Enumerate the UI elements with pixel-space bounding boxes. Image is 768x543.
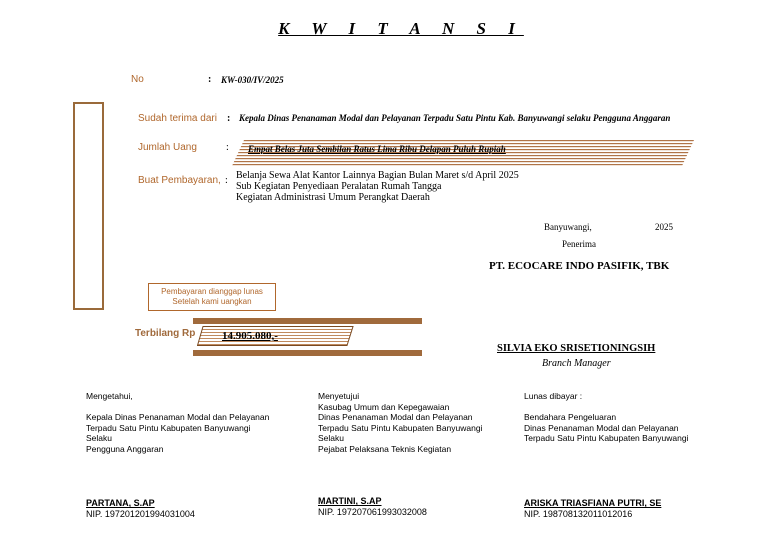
signatory-role-line: Pengguna Anggaran (86, 443, 164, 454)
side-frame (73, 102, 104, 310)
receiver-label: Penerima (562, 239, 596, 249)
paid-stamp (148, 283, 276, 311)
signatory-role-line: Terpadu Satu Pintu Kabupaten Banyuwangi (524, 433, 689, 443)
signatory-role-line: Dinas Penanaman Modal dan Pelayanan (524, 422, 679, 433)
purpose-colon: : (225, 175, 228, 186)
no-label: No (131, 74, 144, 85)
signatory-role-line: Selaku (86, 433, 112, 443)
amount-words-value: Empat Belas Juta Sembilan Ratus Lima Ribu Delapan Puluh Rupiah (248, 144, 506, 154)
signatory-1-name: PARTANA, S.AP (86, 498, 155, 508)
purpose-line: Belanja Sewa Alat Kantor Lainnya Bagian Bulan Maret s/d April 2025 (236, 170, 519, 181)
signatory-role-line: Terpadu Satu Pintu Kabupaten Banyuwangi (318, 422, 483, 433)
signatory-3-nip: NIP. 198708132011012016 (524, 509, 633, 519)
amount-bar-bottom (193, 350, 422, 356)
amount-number-box (197, 326, 354, 346)
receiver-name: SILVIA EKO SRISETIONINGSIH (497, 343, 656, 354)
amount-words-label: Jumlah Uang (138, 142, 197, 153)
signatory-heading: Mengetahui, (86, 391, 133, 401)
signatory-heading: Menyetujui (318, 391, 360, 401)
no-colon: : (208, 74, 212, 85)
receipt-number: KW-030/IV/2025 (221, 75, 284, 85)
stamp-line: Setelah kami uangkan (172, 297, 252, 306)
amount-bar-top (193, 318, 422, 324)
amount-words-band (232, 140, 694, 166)
signatory-2 (318, 391, 518, 454)
year: 2025 (655, 222, 673, 232)
signatory-role-line: Dinas Penanaman Modal dan Pelayanan (318, 412, 473, 422)
amount-words-colon: : (226, 142, 229, 153)
place: Banyuwangi, (544, 222, 592, 232)
received-from-label: Sudah terima dari (138, 113, 217, 124)
receiver-company: PT. ECOCARE INDO PASIFIK, TBK (489, 260, 670, 272)
signatory-2-nip: NIP. 197207061993032008 (318, 507, 427, 517)
signatory-role-line (86, 402, 301, 413)
signatory-3-name: ARISKA TRIASFIANA PUTRI, SE (524, 498, 662, 508)
purpose-line: Sub Kegiatan Penyediaan Peralatan Rumah Tangga (236, 181, 442, 192)
purpose-line: Kegiatan Administrasi Umum Perangkat Daerah (236, 192, 430, 203)
signatory-role-line: Kepala Dinas Penanaman Modal dan Pelayanan (86, 412, 270, 422)
stamp-line: Pembayaran dianggap lunas (161, 287, 263, 296)
signatory-2-name: MARTINI, S.AP (318, 496, 382, 506)
signatory-role-line: Terpadu Satu Pintu Kabupaten Banyuwangi (86, 422, 251, 433)
signatory-role-line (524, 402, 734, 413)
signatory-1 (86, 391, 301, 454)
receiver-position: Branch Manager (542, 358, 611, 369)
amount-number-label: Terbilang Rp (135, 328, 196, 339)
received-from-value: Kepala Dinas Penanaman Modal dan Pelayanan Terpadu Satu Pintu Kab. Banyuwangi selaku Pengguna Anggaran (239, 113, 671, 123)
purpose-lines (236, 170, 519, 203)
signatory-role-line: Selaku (318, 433, 344, 443)
document-title: K W I T A N S I (278, 19, 524, 38)
signatory-3 (524, 391, 734, 444)
purpose-label: Buat Pembayaran, (138, 175, 221, 186)
signatory-heading: Lunas dibayar : (524, 391, 583, 401)
received-from-colon: : (227, 113, 231, 124)
signatory-role-line: Kasubag Umum dan Kepegawaian (318, 401, 450, 412)
signatory-role-line: Bendahara Pengeluaran (524, 412, 617, 422)
amount-number-value: 14.905.080,- (222, 330, 278, 342)
signatory-role-line: Pejabat Pelaksana Teknis Kegiatan (318, 443, 452, 454)
signatory-1-nip: NIP. 197201201994031004 (86, 509, 195, 519)
